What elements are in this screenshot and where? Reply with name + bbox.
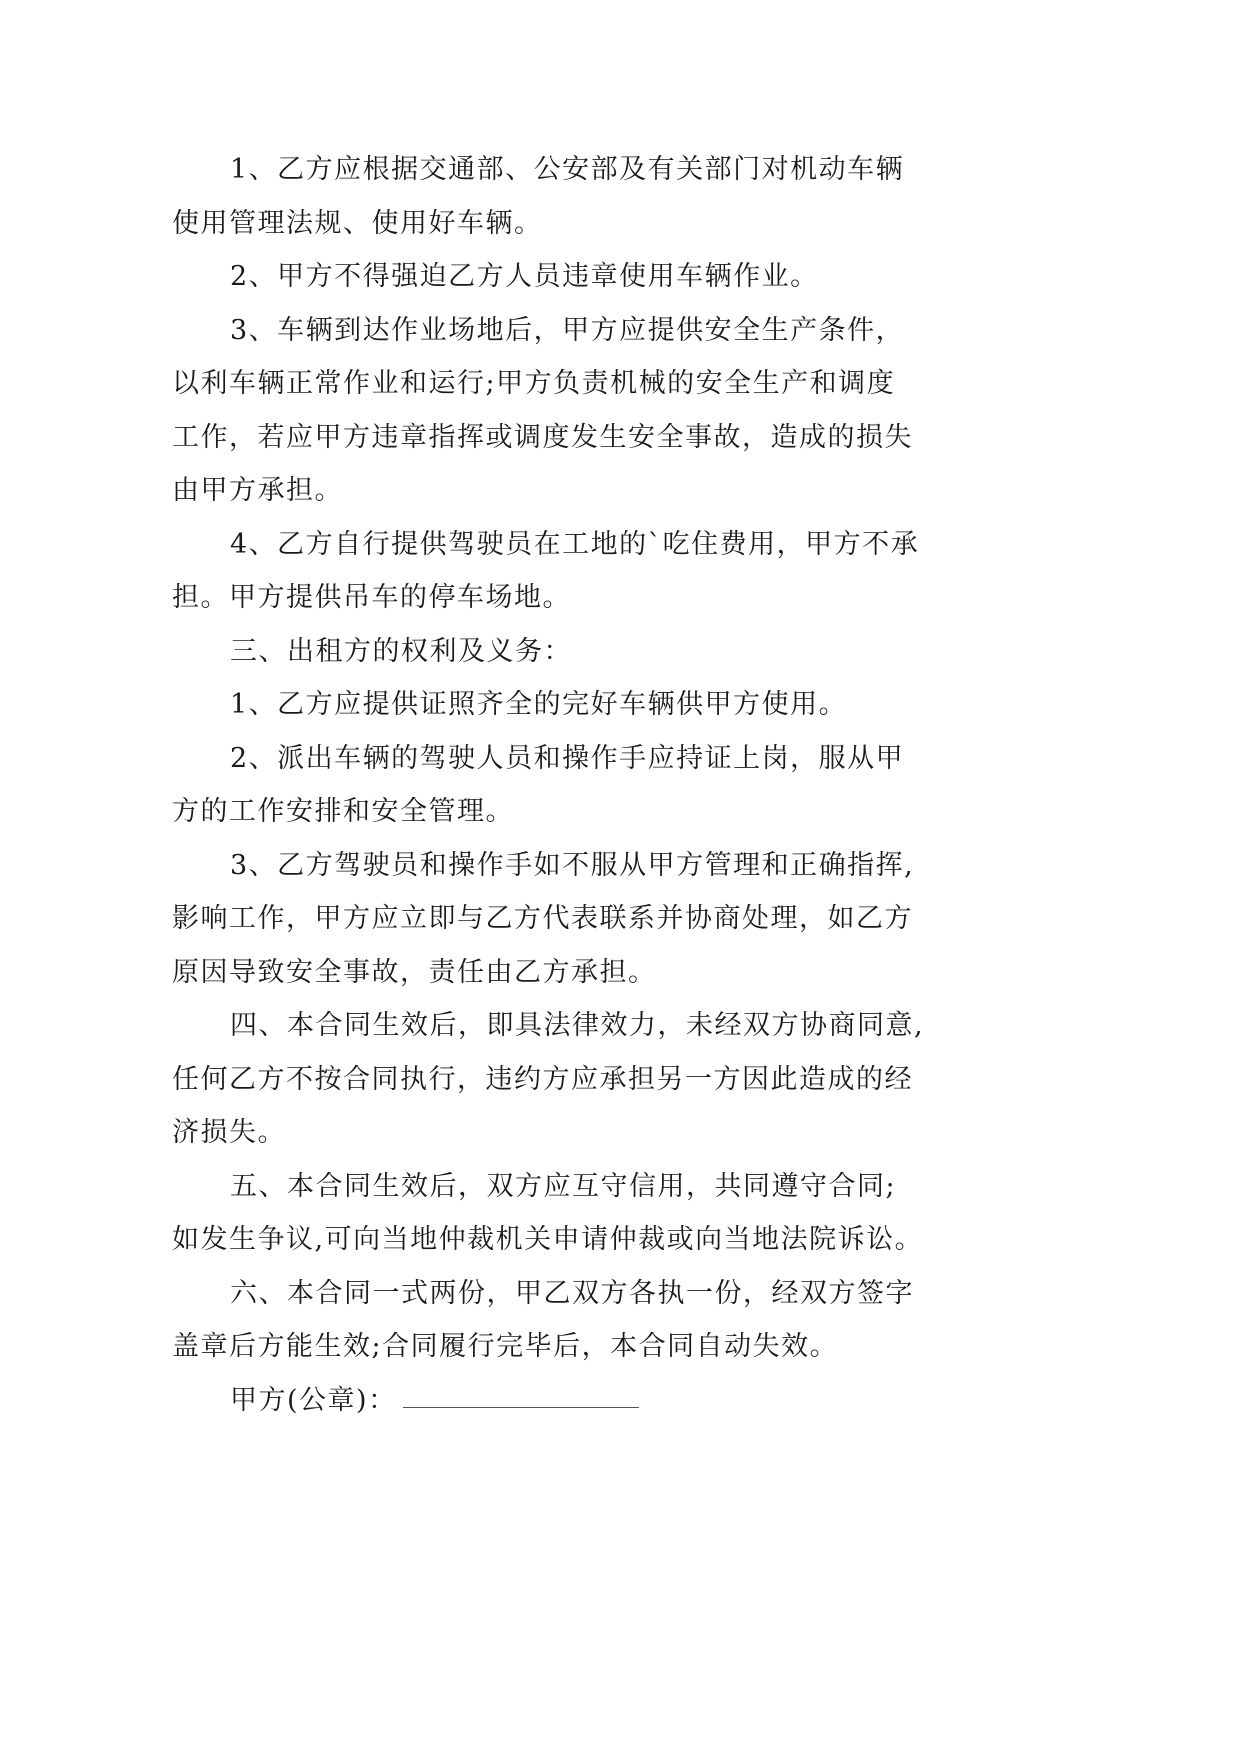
signature-blank (403, 1387, 639, 1408)
text-line: 四、本合同生效后，即具法律效力，未经双方协商同意, (230, 1010, 925, 1041)
text-line: 济损失。 (172, 1117, 286, 1148)
text-line: 任何乙方不按合同执行，违约方应承担另一方因此造成的经 (172, 1063, 913, 1095)
text-line: 由甲方承担。 (172, 475, 343, 506)
text-line: 1、乙方应根据交通部、公安部及有关部门对机动车辆 (230, 154, 905, 185)
clause-2-no-forced-violation (172, 250, 942, 304)
party-a-signature-line (172, 1374, 942, 1428)
text-line: 2、甲方不得强迫乙方人员违章使用车辆作业。 (230, 261, 819, 292)
text-line: 工作，若应甲方违章指挥或调度发生安全事故，造成的损失 (172, 421, 913, 453)
text-line: 担。甲方提供吊车的停车场地。 (172, 582, 571, 613)
document-body (172, 143, 942, 1427)
text-line: 4、乙方自行提供驾驶员在工地的`吃住费用，甲方不承 (230, 528, 920, 560)
text-line: 3、乙方驾驶员和操作手如不服从甲方管理和正确指挥, (230, 849, 915, 881)
text-line: 三、出租方的权利及义务： (230, 635, 572, 667)
text-line: 六、本合同一式两份，甲乙双方各执一份，经双方签字 (230, 1277, 914, 1309)
text-line: 使用管理法规、使用好车辆。 (172, 207, 543, 239)
lessor-clause-2-certified-operators (172, 732, 942, 839)
text-line: 以利车辆正常作业和运行;甲方负责机械的安全生产和调度 (172, 368, 896, 399)
text-line: 五、本合同生效后，双方应互守信用，共同遵守合同; (230, 1170, 897, 1202)
text-line: 2、派出车辆的驾驶人员和操作手应持证上岗，服从甲 (230, 742, 905, 774)
section-5-disputes (172, 1160, 942, 1267)
text-line: 原因导致安全事故，责任由乙方承担。 (172, 956, 657, 988)
text-line: 如发生争议,可向当地仲裁机关申请仲裁或向当地法院诉讼。 (172, 1224, 924, 1255)
section-heading-lessor-rights (172, 625, 942, 679)
text-line: 1、乙方应提供证照齐全的完好车辆供甲方使用。 (230, 689, 848, 720)
lessor-clause-1-vehicle-provision (172, 678, 942, 732)
text-line: 盖章后方能生效;合同履行完毕后，本合同自动失效。 (172, 1331, 839, 1362)
lessor-clause-3-disobedience (172, 839, 942, 1000)
text-line: 3、车辆到达作业场地后，甲方应提供安全生产条件， (230, 314, 905, 346)
clause-3-safety-conditions (172, 304, 942, 518)
text-line: 影响工作，甲方应立即与乙方代表联系并协商处理，如乙方 (172, 903, 913, 934)
clause-1-vehicle-management (172, 143, 942, 250)
section-4-legal-effect (172, 999, 942, 1160)
section-6-copies (172, 1267, 942, 1374)
text-line: 方的工作安排和安全管理。 (172, 796, 514, 827)
clause-4-driver-expenses (172, 518, 942, 625)
party-a-seal-label: 甲方(公章)： (230, 1384, 397, 1416)
